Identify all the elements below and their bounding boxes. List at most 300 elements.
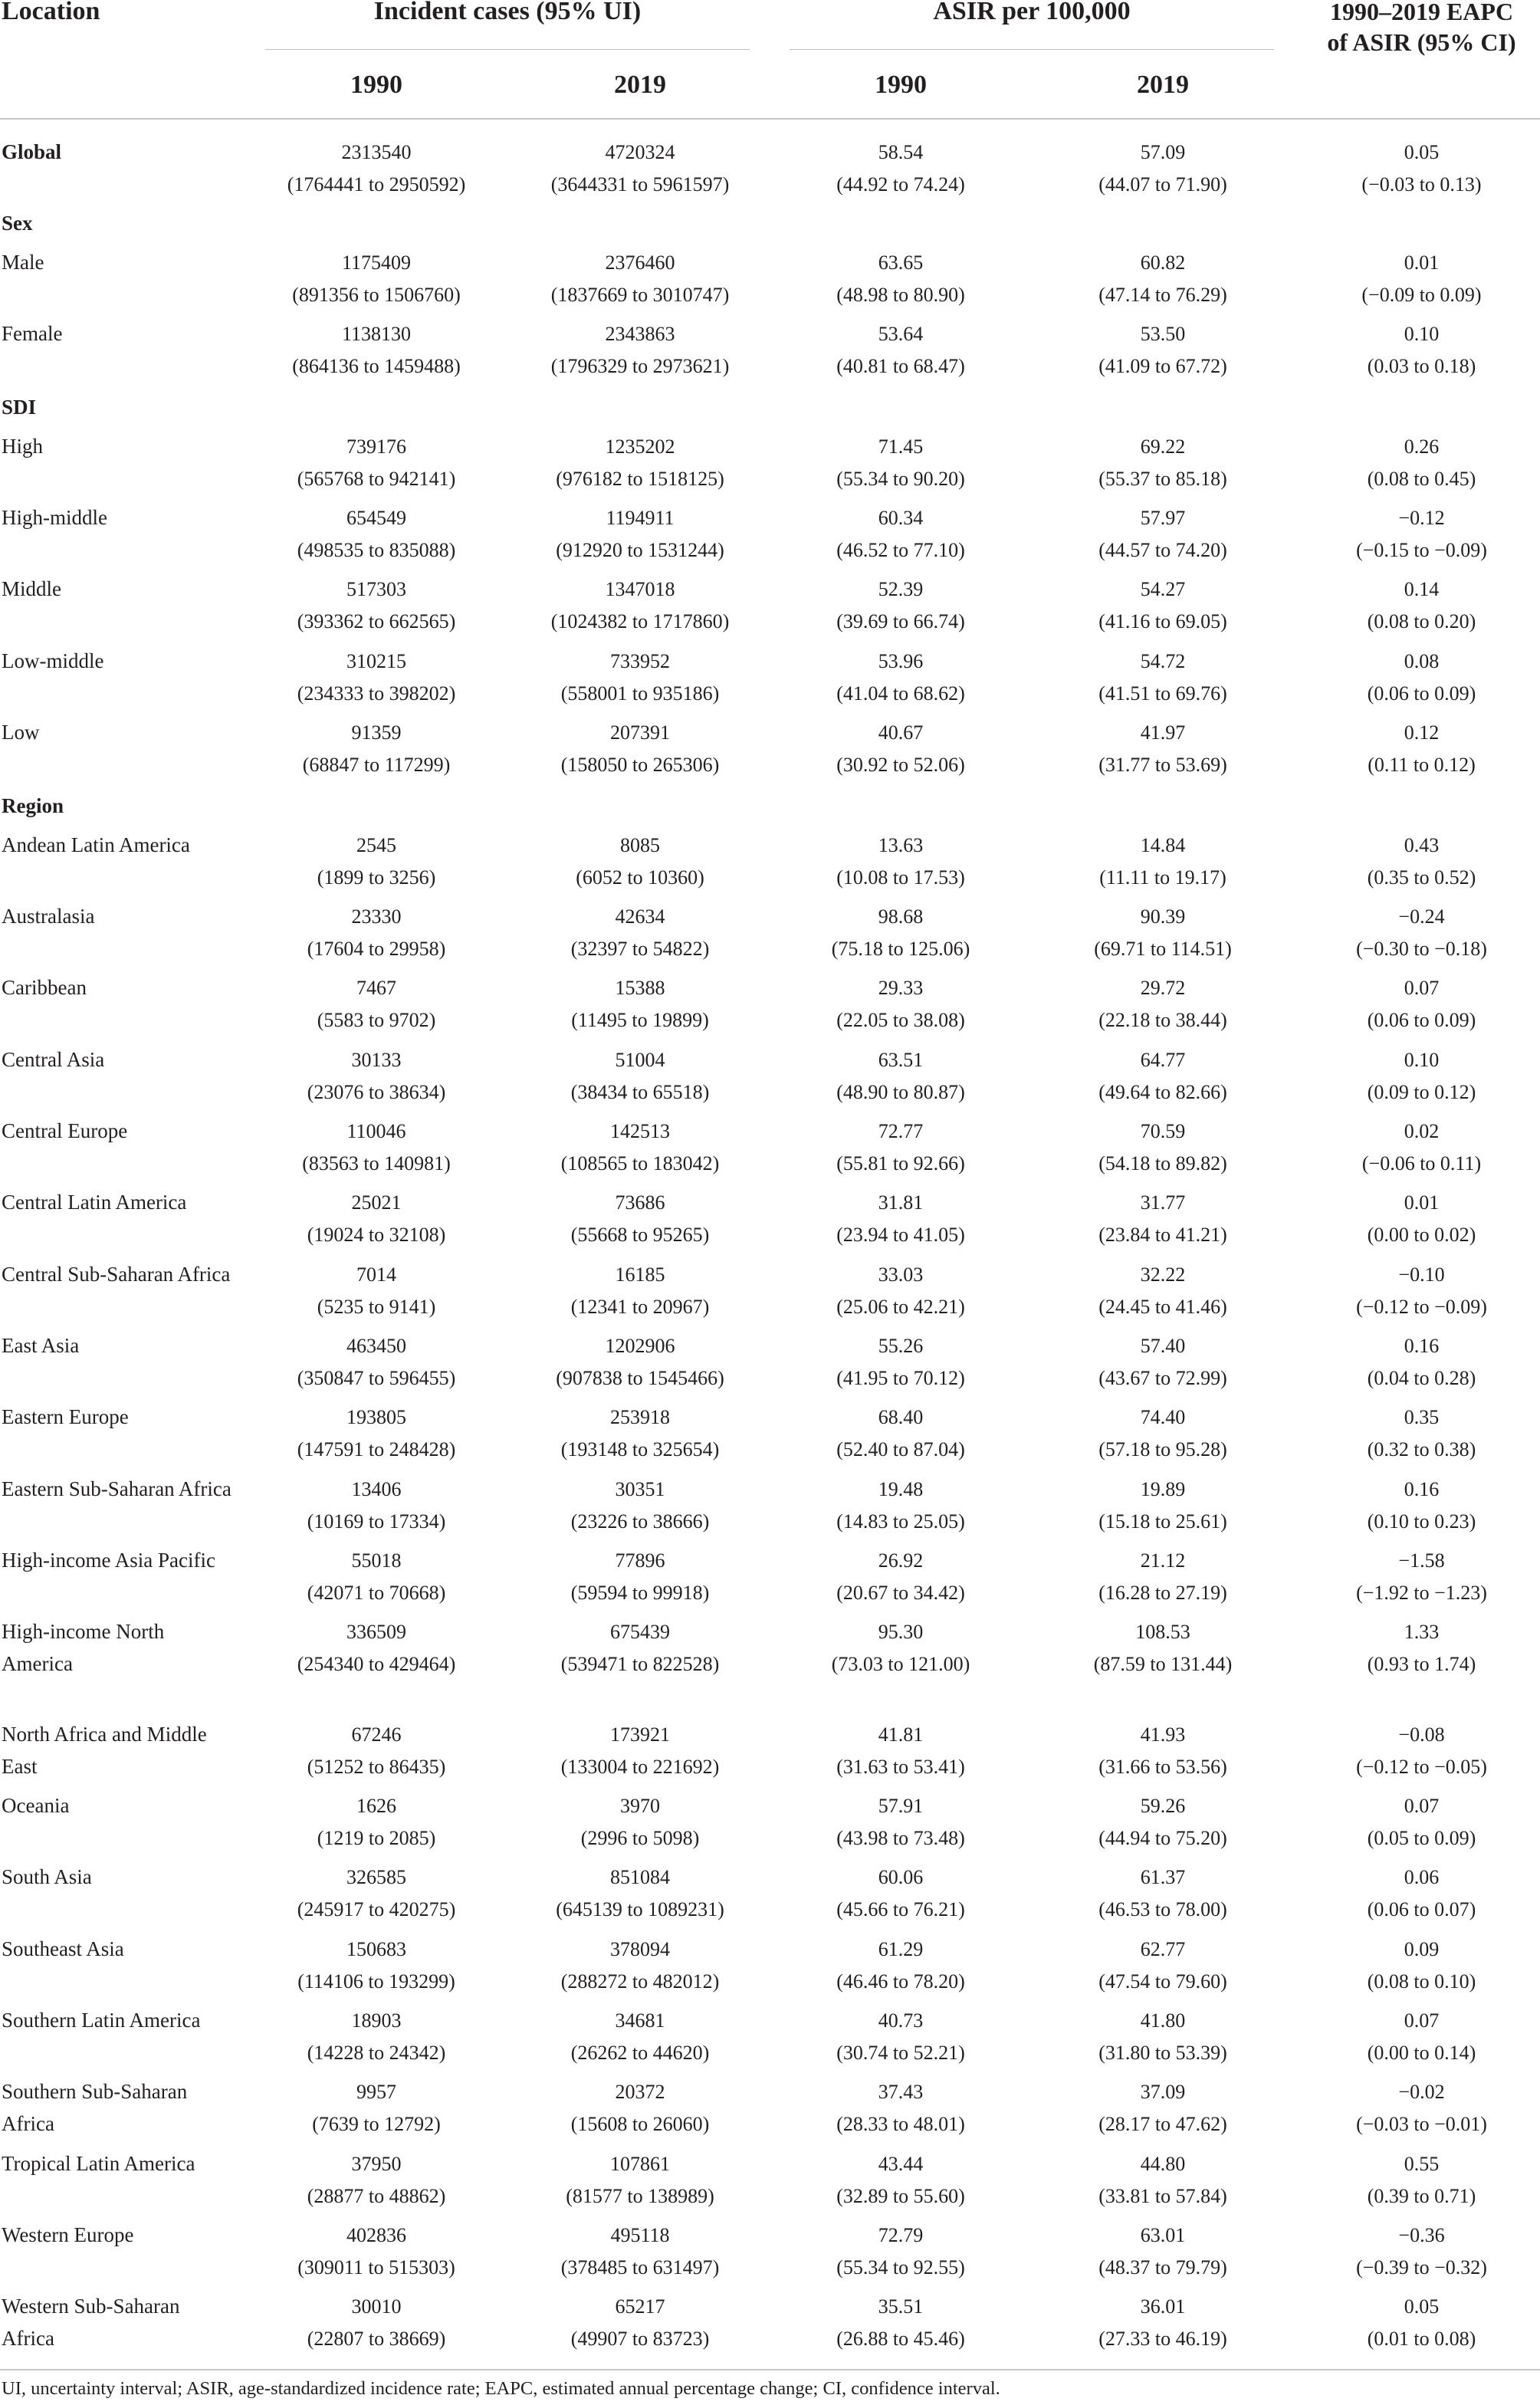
cell-value: 52.39 bbox=[878, 578, 924, 600]
cell-value: 2313540 bbox=[341, 141, 412, 163]
cell-interval: (33.81 to 57.84) bbox=[1098, 2184, 1227, 2207]
cell-interval: (10.08 to 17.53) bbox=[836, 866, 965, 889]
cell-asir-2019 bbox=[1052, 1401, 1274, 1465]
header-incident-rule bbox=[265, 49, 750, 50]
cell-interval: (49907 to 83723) bbox=[570, 2327, 710, 2350]
cell-cases-1990 bbox=[265, 502, 488, 566]
row-location: Caribbean bbox=[2, 976, 87, 999]
cell-value: 0.43 bbox=[1404, 834, 1440, 856]
cell-value: −0.12 bbox=[1398, 507, 1445, 529]
row-location: North Africa and Middle East bbox=[2, 1723, 207, 1778]
cell-asir-1990 bbox=[790, 136, 1012, 200]
cell-value: 53.96 bbox=[878, 650, 924, 672]
cell-value: 37.43 bbox=[878, 2081, 924, 2103]
cell-interval: (32.89 to 55.60) bbox=[836, 2184, 965, 2207]
cell-interval: (31.63 to 53.41) bbox=[836, 1755, 965, 1778]
cell-value: 310215 bbox=[346, 650, 406, 672]
cell-value: −0.24 bbox=[1398, 905, 1445, 928]
row-location: Female bbox=[2, 322, 63, 345]
cell-interval: (24.45 to 41.46) bbox=[1098, 1295, 1227, 1318]
cell-cases-1990 bbox=[265, 1719, 488, 1782]
cell-asir-1990 bbox=[790, 1115, 1012, 1179]
cell-asir-1990 bbox=[790, 2148, 1012, 2212]
cell-eapc bbox=[1303, 2219, 1540, 2283]
cell-asir-2019 bbox=[1052, 431, 1274, 494]
cell-interval: (1024382 to 1717860) bbox=[550, 609, 730, 632]
cell-interval: (22.05 to 38.08) bbox=[836, 1008, 965, 1031]
cell-interval: (5235 to 9141) bbox=[317, 1295, 436, 1318]
cell-interval: (6052 to 10360) bbox=[576, 866, 704, 889]
cell-interval: (1899 to 3256) bbox=[317, 866, 436, 889]
cell-eapc bbox=[1303, 2076, 1540, 2140]
cell-cases-1990 bbox=[265, 2148, 488, 2212]
cell-cases-1990 bbox=[265, 901, 488, 964]
cell-value: 15388 bbox=[615, 977, 665, 999]
cell-interval: (52.40 to 87.04) bbox=[836, 1437, 965, 1460]
cell-interval: (68847 to 117299) bbox=[302, 753, 451, 776]
cell-cases-2019 bbox=[529, 1719, 751, 1782]
cell-interval: (46.52 to 77.10) bbox=[836, 538, 965, 561]
cell-value: 90.39 bbox=[1140, 905, 1186, 928]
cell-value: 53.64 bbox=[878, 323, 924, 345]
cell-asir-2019 bbox=[1052, 2219, 1274, 2283]
cell-value: 41.80 bbox=[1140, 2009, 1186, 2032]
cell-value: 29.72 bbox=[1140, 977, 1186, 999]
cell-interval: (−0.30 to −0.18) bbox=[1356, 937, 1487, 960]
cell-cases-1990 bbox=[265, 1044, 488, 1108]
cell-interval: (17604 to 29958) bbox=[307, 937, 446, 960]
cell-value: 20372 bbox=[615, 2081, 665, 2103]
cell-value: 0.26 bbox=[1404, 435, 1440, 458]
cell-interval: (5583 to 9702) bbox=[317, 1008, 436, 1031]
cell-asir-2019 bbox=[1052, 972, 1274, 1036]
cell-asir-1990 bbox=[790, 901, 1012, 964]
cell-asir-1990 bbox=[790, 1719, 1012, 1782]
cell-value: 29.33 bbox=[878, 977, 924, 999]
cell-interval: (0.39 to 0.71) bbox=[1367, 2184, 1476, 2207]
cell-interval: (28.17 to 47.62) bbox=[1098, 2112, 1227, 2135]
cell-value: 60.06 bbox=[878, 1866, 924, 1888]
cell-cases-1990 bbox=[265, 1330, 488, 1394]
cell-asir-1990 bbox=[790, 573, 1012, 637]
cell-asir-1990 bbox=[790, 247, 1012, 310]
header-year-1990-asir: 1990 bbox=[875, 71, 927, 99]
cell-interval: (48.37 to 79.79) bbox=[1098, 2256, 1227, 2279]
cell-interval: (43.98 to 73.48) bbox=[836, 1826, 965, 1849]
cell-value: 73686 bbox=[615, 1191, 665, 1214]
cell-interval: (31.66 to 53.56) bbox=[1098, 1755, 1227, 1778]
cell-asir-1990 bbox=[790, 431, 1012, 494]
row-location: Eastern Europe bbox=[2, 1405, 129, 1428]
row-location: Tropical Latin America bbox=[2, 2152, 195, 2175]
cell-cases-2019 bbox=[529, 136, 751, 200]
row-location: Southern Latin America bbox=[2, 2009, 201, 2032]
cell-interval: (558001 to 935186) bbox=[560, 682, 720, 705]
row-location: High-income North America bbox=[2, 1620, 165, 1675]
cell-value: 71.45 bbox=[878, 435, 924, 458]
cell-cases-2019 bbox=[529, 2076, 751, 2140]
section-label: Sex bbox=[2, 212, 33, 235]
cell-asir-1990 bbox=[790, 1545, 1012, 1608]
cell-interval: (288272 to 482012) bbox=[560, 1970, 720, 1993]
cell-value: 2545 bbox=[356, 834, 396, 856]
cell-interval: (0.00 to 0.02) bbox=[1367, 1223, 1476, 1246]
cell-interval: (0.06 to 0.09) bbox=[1367, 1008, 1476, 1031]
cell-asir-2019 bbox=[1052, 2291, 1274, 2354]
cell-value: 0.07 bbox=[1404, 2009, 1440, 2032]
cell-value: 0.16 bbox=[1404, 1335, 1440, 1357]
cell-value: 326585 bbox=[346, 1866, 406, 1888]
cell-value: 65217 bbox=[615, 2295, 665, 2318]
cell-interval: (539471 to 822528) bbox=[560, 1652, 720, 1675]
cell-interval: (55.37 to 85.18) bbox=[1098, 467, 1227, 490]
cell-value: −0.10 bbox=[1398, 1263, 1445, 1286]
table-footnote: UI, uncertainty interval; ASIR, age-standardized incidence rate; EAPC, estimated annual percentage change; CI, confidence interval. bbox=[2, 2378, 1000, 2399]
cell-value: 110046 bbox=[346, 1120, 406, 1142]
cell-value: 173921 bbox=[610, 1723, 670, 1746]
cell-interval: (23226 to 38666) bbox=[570, 1510, 710, 1533]
cell-interval: (19024 to 32108) bbox=[307, 1223, 446, 1246]
cell-value: 7014 bbox=[356, 1263, 396, 1286]
header-year-2019-cases: 2019 bbox=[614, 71, 666, 99]
cell-interval: (49.64 to 82.66) bbox=[1098, 1080, 1227, 1103]
cell-eapc bbox=[1303, 1259, 1540, 1322]
cell-value: 207391 bbox=[610, 721, 670, 744]
cell-interval: (14228 to 24342) bbox=[307, 2041, 446, 2064]
cell-interval: (27.33 to 46.19) bbox=[1098, 2327, 1227, 2350]
cell-value: 0.10 bbox=[1404, 1049, 1440, 1071]
cell-eapc bbox=[1303, 1545, 1540, 1608]
cell-interval: (0.09 to 0.12) bbox=[1367, 1080, 1476, 1103]
cell-value: 55018 bbox=[351, 1549, 402, 1572]
cell-interval: (0.08 to 0.20) bbox=[1367, 609, 1476, 632]
cell-value: 63.51 bbox=[878, 1049, 924, 1071]
cell-value: 34681 bbox=[615, 2009, 665, 2032]
cell-cases-1990 bbox=[265, 646, 488, 709]
cell-cases-2019 bbox=[529, 1115, 751, 1179]
cell-interval: (0.08 to 0.45) bbox=[1367, 467, 1476, 490]
cell-value: 0.35 bbox=[1404, 1406, 1440, 1428]
cell-interval: (0.01 to 0.08) bbox=[1367, 2327, 1476, 2350]
cell-asir-2019 bbox=[1052, 1044, 1274, 1108]
cell-cases-1990 bbox=[265, 2219, 488, 2283]
cell-eapc bbox=[1303, 1790, 1540, 1854]
cell-interval: (891356 to 1506760) bbox=[292, 283, 461, 306]
cell-eapc bbox=[1303, 646, 1540, 709]
cell-cases-2019 bbox=[529, 1934, 751, 1997]
cell-interval: (30.92 to 52.06) bbox=[836, 753, 965, 776]
cell-asir-2019 bbox=[1052, 1330, 1274, 1394]
cell-value: 40.67 bbox=[878, 721, 924, 744]
cell-value: 0.05 bbox=[1404, 2295, 1440, 2318]
cell-eapc bbox=[1303, 573, 1540, 637]
cell-asir-1990 bbox=[790, 1934, 1012, 1997]
cell-cases-2019 bbox=[529, 2219, 751, 2283]
cell-value: 1202906 bbox=[605, 1335, 675, 1357]
cell-value: 35.51 bbox=[878, 2295, 924, 2318]
cell-asir-1990 bbox=[790, 1330, 1012, 1394]
cell-interval: (−0.15 to −0.09) bbox=[1356, 538, 1487, 561]
cell-interval: (0.32 to 0.38) bbox=[1367, 1437, 1476, 1460]
row-location: South Asia bbox=[2, 1865, 92, 1888]
cell-asir-1990 bbox=[790, 1616, 1012, 1680]
cell-cases-1990 bbox=[265, 1545, 488, 1608]
cell-interval: (378485 to 631497) bbox=[560, 2256, 720, 2279]
cell-interval: (39.69 to 66.74) bbox=[836, 609, 965, 632]
cell-value: 0.07 bbox=[1404, 1795, 1440, 1817]
cell-interval: (234333 to 398202) bbox=[297, 682, 456, 705]
cell-value: 19.48 bbox=[878, 1478, 924, 1500]
cell-cases-2019 bbox=[529, 247, 751, 310]
cell-value: 2376460 bbox=[605, 251, 675, 274]
cell-value: 26.92 bbox=[878, 1549, 924, 1572]
cell-asir-1990 bbox=[790, 2005, 1012, 2068]
cell-interval: (38434 to 65518) bbox=[570, 1080, 710, 1103]
cell-value: 654549 bbox=[346, 507, 406, 529]
cell-interval: (245917 to 420275) bbox=[297, 1897, 456, 1920]
cell-interval: (48.90 to 80.87) bbox=[836, 1080, 965, 1103]
cell-interval: (51252 to 86435) bbox=[307, 1755, 446, 1778]
cell-value: 67246 bbox=[351, 1723, 402, 1746]
cell-cases-2019 bbox=[529, 830, 751, 893]
cell-asir-2019 bbox=[1052, 830, 1274, 893]
cell-cases-2019 bbox=[529, 573, 751, 637]
row-location: East Asia bbox=[2, 1334, 80, 1357]
row-location: High-income Asia Pacific bbox=[2, 1549, 215, 1572]
cell-value: 675439 bbox=[610, 1621, 670, 1643]
cell-value: 1626 bbox=[356, 1795, 396, 1817]
cell-interval: (−0.03 to −0.01) bbox=[1356, 2112, 1487, 2135]
cell-interval: (23.84 to 41.21) bbox=[1098, 1223, 1227, 1246]
cell-value: 13.63 bbox=[878, 834, 924, 856]
cell-asir-1990 bbox=[790, 502, 1012, 566]
cell-value: 23330 bbox=[351, 905, 402, 928]
cell-value: 33.03 bbox=[878, 1263, 924, 1286]
cell-interval: (−0.03 to 0.13) bbox=[1361, 172, 1482, 195]
cell-interval: (645139 to 1089231) bbox=[556, 1897, 724, 1920]
cell-interval: (108565 to 183042) bbox=[560, 1152, 720, 1175]
cell-value: 77896 bbox=[615, 1549, 665, 1572]
cell-interval: (393362 to 662565) bbox=[297, 609, 456, 632]
cell-interval: (26.88 to 45.46) bbox=[836, 2327, 965, 2350]
cell-interval: (22.18 to 38.44) bbox=[1098, 1008, 1227, 1031]
cell-value: 108.53 bbox=[1135, 1621, 1190, 1643]
cell-value: 68.40 bbox=[878, 1406, 924, 1428]
cell-interval: (11495 to 19899) bbox=[571, 1008, 709, 1031]
cell-asir-1990 bbox=[790, 1259, 1012, 1322]
cell-asir-1990 bbox=[790, 2291, 1012, 2354]
cell-cases-2019 bbox=[529, 318, 751, 382]
cell-value: 30351 bbox=[615, 1478, 665, 1500]
cell-value: 70.59 bbox=[1140, 1120, 1186, 1142]
cell-interval: (23076 to 38634) bbox=[307, 1080, 446, 1103]
cell-eapc bbox=[1303, 972, 1540, 1036]
cell-interval: (976182 to 1518125) bbox=[556, 467, 724, 490]
cell-interval: (31.77 to 53.69) bbox=[1098, 753, 1227, 776]
cell-interval: (1219 to 2085) bbox=[317, 1826, 436, 1849]
cell-interval: (55.34 to 90.20) bbox=[836, 467, 965, 490]
cell-interval: (−1.92 to −1.23) bbox=[1356, 1581, 1487, 1604]
cell-interval: (0.10 to 0.23) bbox=[1367, 1510, 1476, 1533]
cell-interval: (87.59 to 131.44) bbox=[1093, 1652, 1233, 1675]
cell-interval: (−0.12 to −0.09) bbox=[1356, 1295, 1487, 1318]
cell-cases-2019 bbox=[529, 972, 751, 1036]
cell-asir-1990 bbox=[790, 318, 1012, 382]
cell-interval: (0.93 to 1.74) bbox=[1367, 1652, 1476, 1675]
cell-value: −0.02 bbox=[1398, 2081, 1445, 2103]
cell-interval: (−0.12 to −0.05) bbox=[1356, 1755, 1487, 1778]
cell-interval: (1796329 to 2973621) bbox=[550, 354, 730, 377]
cell-interval: (22807 to 38669) bbox=[307, 2327, 446, 2350]
cell-value: 63.65 bbox=[878, 251, 924, 274]
cell-interval: (907838 to 1545466) bbox=[556, 1366, 724, 1389]
cell-interval: (46.46 to 78.20) bbox=[836, 1970, 965, 1993]
cell-value: 0.14 bbox=[1404, 578, 1440, 600]
cell-interval: (44.07 to 71.90) bbox=[1098, 172, 1227, 195]
cell-asir-2019 bbox=[1052, 1790, 1274, 1854]
cell-asir-1990 bbox=[790, 1790, 1012, 1854]
cell-eapc bbox=[1303, 717, 1540, 780]
cell-interval: (0.05 to 0.09) bbox=[1367, 1826, 1476, 1849]
cell-eapc bbox=[1303, 1474, 1540, 1537]
cell-cases-1990 bbox=[265, 1259, 488, 1322]
cell-value: 9957 bbox=[356, 2081, 396, 2103]
cell-interval: (2996 to 5098) bbox=[580, 1826, 700, 1849]
cell-interval: (26262 to 44620) bbox=[570, 2041, 710, 2064]
cell-value: 7467 bbox=[356, 977, 396, 999]
cell-asir-1990 bbox=[790, 830, 1012, 893]
cell-value: 31.81 bbox=[878, 1191, 924, 1214]
cell-value: 91359 bbox=[351, 721, 402, 744]
cell-interval: (23.94 to 41.05) bbox=[836, 1223, 965, 1246]
cell-eapc bbox=[1303, 1401, 1540, 1465]
section-label: SDI bbox=[2, 396, 37, 419]
cell-value: 53.50 bbox=[1140, 323, 1186, 345]
row-location: Southeast Asia bbox=[2, 1937, 124, 1960]
cell-asir-1990 bbox=[790, 2219, 1012, 2283]
cell-value: 31.77 bbox=[1140, 1191, 1186, 1214]
cell-value: 0.09 bbox=[1404, 1938, 1440, 1960]
cell-asir-2019 bbox=[1052, 2148, 1274, 2212]
cell-interval: (59594 to 99918) bbox=[570, 1581, 710, 1604]
row-location: Eastern Sub-Saharan Africa bbox=[2, 1477, 231, 1500]
cell-cases-1990 bbox=[265, 830, 488, 893]
cell-interval: (48.98 to 80.90) bbox=[836, 283, 965, 306]
row-location: High bbox=[2, 435, 43, 458]
cell-interval: (45.66 to 76.21) bbox=[836, 1897, 965, 1920]
cell-interval: (0.06 to 0.07) bbox=[1367, 1897, 1476, 1920]
cell-asir-1990 bbox=[790, 972, 1012, 1036]
cell-value: 37950 bbox=[351, 2153, 402, 2175]
cell-value: 57.97 bbox=[1140, 507, 1186, 529]
cell-interval: (−0.06 to 0.11) bbox=[1361, 1152, 1482, 1175]
cell-value: 336509 bbox=[346, 1621, 406, 1643]
cell-value: −0.36 bbox=[1398, 2224, 1445, 2246]
cell-value: 55.26 bbox=[878, 1335, 924, 1357]
cell-asir-2019 bbox=[1052, 573, 1274, 637]
cell-cases-1990 bbox=[265, 431, 488, 494]
cell-interval: (73.03 to 121.00) bbox=[831, 1652, 970, 1675]
cell-cases-1990 bbox=[265, 1115, 488, 1179]
cell-interval: (0.35 to 0.52) bbox=[1367, 866, 1476, 889]
cell-interval: (158050 to 265306) bbox=[560, 753, 720, 776]
cell-asir-2019 bbox=[1052, 136, 1274, 200]
cell-eapc bbox=[1303, 502, 1540, 566]
cell-cases-1990 bbox=[265, 2291, 488, 2354]
cell-cases-2019 bbox=[529, 1044, 751, 1108]
cell-cases-1990 bbox=[265, 1790, 488, 1854]
cell-value: 30133 bbox=[351, 1049, 402, 1071]
cell-eapc bbox=[1303, 2148, 1540, 2212]
cell-interval: (55.81 to 92.66) bbox=[836, 1152, 965, 1175]
cell-interval: (32397 to 54822) bbox=[570, 937, 710, 960]
row-location: Male bbox=[2, 251, 44, 274]
cell-asir-1990 bbox=[790, 1044, 1012, 1108]
cell-value: 378094 bbox=[610, 1938, 670, 1960]
cell-asir-2019 bbox=[1052, 646, 1274, 709]
cell-value: 43.44 bbox=[878, 2153, 924, 2175]
cell-interval: (28877 to 48862) bbox=[307, 2184, 446, 2207]
cell-value: 1194911 bbox=[606, 507, 675, 529]
row-location: Low bbox=[2, 721, 40, 744]
cell-value: 0.01 bbox=[1404, 251, 1440, 274]
cell-cases-2019 bbox=[529, 2291, 751, 2354]
header-eapc-line2: of ASIR (95% CI) bbox=[1327, 28, 1516, 56]
cell-value: 54.27 bbox=[1140, 578, 1186, 600]
row-location: Western Sub-Saharan Africa bbox=[2, 2295, 180, 2350]
cell-cases-2019 bbox=[529, 1259, 751, 1322]
row-location: Western Europe bbox=[2, 2223, 134, 2246]
cell-asir-1990 bbox=[790, 1401, 1012, 1465]
cell-value: 60.82 bbox=[1140, 251, 1186, 274]
cell-value: 851084 bbox=[610, 1866, 670, 1888]
cell-interval: (15.18 to 25.61) bbox=[1098, 1510, 1227, 1533]
row-location: High-middle bbox=[2, 506, 107, 529]
cell-eapc bbox=[1303, 1861, 1540, 1925]
cell-asir-2019 bbox=[1052, 1861, 1274, 1925]
header-year-2019-asir: 2019 bbox=[1137, 71, 1189, 99]
cell-eapc bbox=[1303, 431, 1540, 494]
cell-cases-2019 bbox=[529, 717, 751, 780]
cell-interval: (47.54 to 79.60) bbox=[1098, 1970, 1227, 1993]
cell-interval: (25.06 to 42.21) bbox=[836, 1295, 965, 1318]
cell-value: 63.01 bbox=[1140, 2224, 1186, 2246]
cell-cases-1990 bbox=[265, 717, 488, 780]
cell-cases-1990 bbox=[265, 1616, 488, 1680]
cell-interval: (14.83 to 25.05) bbox=[836, 1510, 965, 1533]
cell-cases-2019 bbox=[529, 1545, 751, 1608]
cell-asir-2019 bbox=[1052, 2076, 1274, 2140]
cell-interval: (1764441 to 2950592) bbox=[287, 172, 466, 195]
cell-eapc bbox=[1303, 1330, 1540, 1394]
cell-interval: (498535 to 835088) bbox=[297, 538, 456, 561]
row-location: Andean Latin America bbox=[2, 833, 190, 856]
cell-interval: (41.95 to 70.12) bbox=[836, 1366, 965, 1389]
row-location: Australasia bbox=[2, 905, 95, 928]
cell-value: 64.77 bbox=[1140, 1049, 1186, 1071]
cell-cases-2019 bbox=[529, 2005, 751, 2068]
cell-eapc bbox=[1303, 1115, 1540, 1179]
cell-interval: (69.71 to 114.51) bbox=[1094, 937, 1232, 960]
cell-asir-2019 bbox=[1052, 318, 1274, 382]
cell-cases-1990 bbox=[265, 2076, 488, 2140]
cell-cases-2019 bbox=[529, 502, 751, 566]
cell-value: 0.08 bbox=[1404, 650, 1440, 672]
cell-interval: (3644331 to 5961597) bbox=[550, 172, 730, 195]
cell-value: 0.01 bbox=[1404, 1191, 1440, 1214]
cell-asir-1990 bbox=[790, 1474, 1012, 1537]
cell-value: 72.79 bbox=[878, 2224, 924, 2246]
